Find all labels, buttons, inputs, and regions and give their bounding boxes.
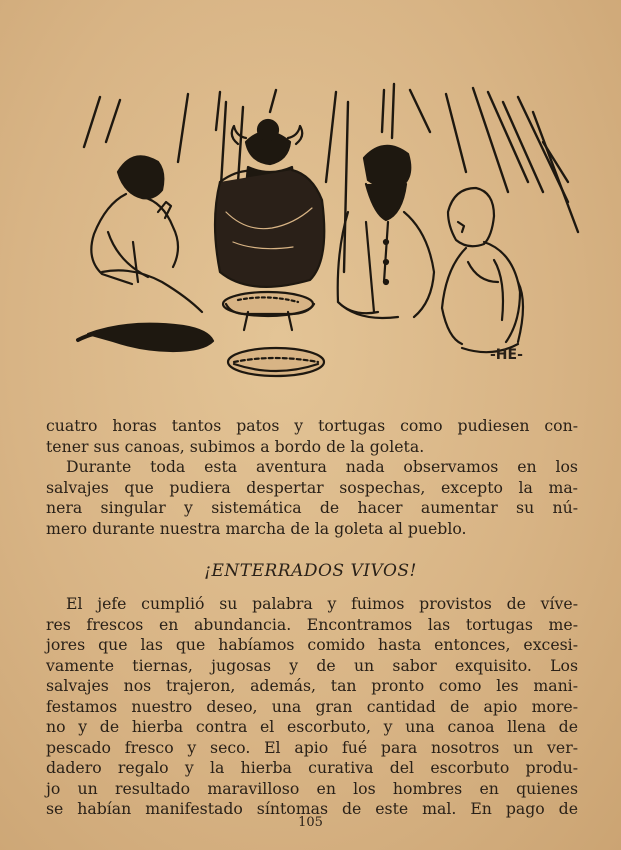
chief-figure — [215, 120, 324, 287]
text-line: salvajes nos trajeron, además, tan pronto como les mani- — [46, 676, 578, 695]
food-bowl — [228, 348, 324, 376]
text-line: no y de hierba contra el escorbuto, y una canoa llena de — [46, 717, 578, 736]
bald-man-figure — [442, 188, 523, 352]
text-line: festamos nuestro deseo, una gran cantidad de apio more- — [46, 696, 578, 716]
text-line: dadero regalo y la hierba curativa del escorbuto produ- — [46, 758, 578, 777]
bearded-man-figure — [338, 146, 434, 318]
text-line: jores que las que habíamos comido hasta entonces, excesi- — [46, 635, 578, 654]
text-line: El jefe cumplió su palabra y fuimos provistos de víve- — [66, 594, 578, 613]
text-line: nera singular y sistemática de hacer aumentar su nú- — [46, 498, 578, 517]
text-line: jo un resultado maravilloso en los hombres en quienes — [46, 778, 578, 798]
illustration — [48, 72, 588, 392]
cooking-pot — [223, 292, 314, 330]
paragraph-main — [46, 594, 578, 820]
text-line: res frescos en abundancia. Encontramos las tortugas me- — [46, 614, 578, 634]
text-line: Durante toda esta aventura nada observamos en los — [66, 457, 578, 476]
kneeling-man-figure — [78, 156, 213, 351]
section-heading: ¡ENTERRADOS VIVOS! — [204, 561, 417, 581]
text-line: vamente tiernas, jugosas y de un sabor exquisito. Los — [46, 655, 578, 675]
text-line: cuatro horas tantos patos y tortugas como pudiesen con- — [46, 416, 578, 435]
page-number: 105 — [298, 815, 323, 830]
paragraph-continuation — [46, 416, 578, 539]
text-line: salvajes que pudiera despertar sospechas, excepto la ma- — [46, 477, 578, 497]
illustrator-signature: -HE- — [490, 347, 523, 363]
text-line: se habían manifestado síntomas de este mal. En pago de — [46, 799, 578, 818]
text-line: tener sus canoas, subimos a bordo de la goleta. — [46, 436, 425, 456]
text-line: mero durante nuestra marcha de la goleta al pueblo. — [46, 518, 467, 538]
text-line: pescado fresco y seco. El apio fué para nosotros un ver- — [46, 737, 578, 757]
